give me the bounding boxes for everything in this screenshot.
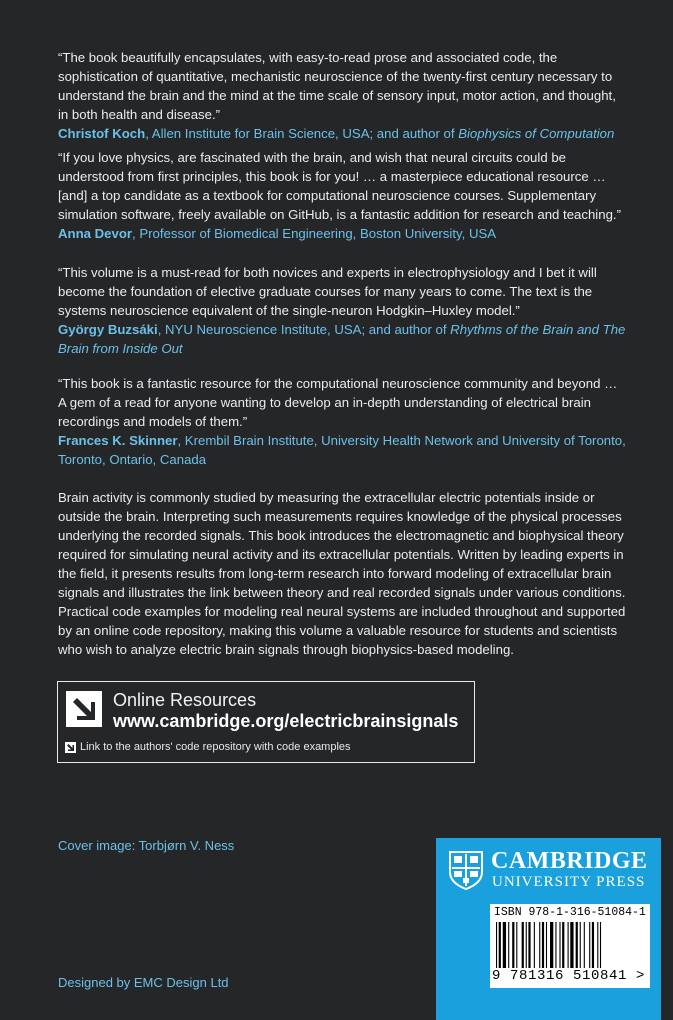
quote-work: Biophysics of Computation [458, 126, 615, 141]
quote-attribution [58, 320, 628, 358]
quote-affiliation: , Professor of Biomedical Engineering, Boston University, USA [132, 226, 497, 241]
publisher-name: CAMBRIDGE [491, 848, 648, 874]
quote-work: Rhythms of the Brain and The Brain from Inside Out [58, 322, 626, 356]
quote-koch [58, 48, 628, 143]
quote-text: “This volume is a must-read for both novices and experts in electrophysiology and I bet it will become the foundation of elective graduate courses for many years to come. The text is the systems neuroscience equivalent of the single-neuron Hodgkin–Huxley model.” [58, 265, 597, 318]
online-resources-title: Online Resources [113, 690, 257, 710]
barcode [490, 904, 650, 988]
isbn-label: ISBN 978-1-316-51084-1 [494, 906, 646, 919]
arrow-down-right-icon [66, 691, 102, 727]
quote-devor [58, 148, 628, 243]
quote-affiliation: , Krembil Brain Institute, University Health Network and University of Toronto, Toronto, Ontario, Canada [58, 433, 626, 467]
quote-author: György Buzsáki [58, 322, 158, 337]
publisher-block [436, 838, 661, 1020]
online-resources-box[interactable] [57, 681, 475, 763]
quote-attribution [58, 431, 628, 469]
quote-affiliation: , NYU Neuroscience Institute, USA; and author of [157, 322, 451, 337]
link-arrow-icon [65, 742, 76, 753]
quote-attribution [58, 224, 628, 243]
quote-text: “This book is a fantastic resource for the computational neuroscience community and beyond … A gem of a read for anyone wanting to develop an in-depth understanding of electrical brain recordings and models of them.” [58, 376, 618, 429]
publisher-press: UNIVERSITY PRESS [492, 874, 646, 890]
quote-text: “If you love physics, are fascinated with the brain, and wish that neural circuits could be understood from first principles, this book is for you! … a masterpiece educational resource … [and] a top candidate as a textbook for computational neuroscience courses. Supplementary simulation software, freely available on GitHub, is a fantastic addition for research and teaching.” [58, 150, 621, 222]
quote-buzsaki [58, 263, 628, 358]
online-resources-url[interactable]: www.cambridge.org/electricbrainsignals [113, 711, 459, 731]
quote-author: Frances K. Skinner [58, 433, 178, 448]
quote-skinner [58, 374, 628, 469]
quote-author: Christof Koch [58, 126, 146, 141]
barcode-bars [494, 922, 644, 968]
book-description: Brain activity is commonly studied by measuring the extracellular electric potentials inside or outside the brain. Interpreting such measurements requires knowledge of the physical processes underlying the recorded signals. This book introduces the electromagnetic and biophysical theory required for simulating neural activity and its extracellular potentials. Written by leading experts in the field, it presents results from long-term research into forward modeling of extracellular brain signals and illustrates the link between theory and real recorded signals under various conditions. Practical code examples for modeling real neural systems are included throughout and supported by an online code repository, making this volume a valuable resource for students and scientists who wish to analyze electric brain signals through biophysics-based modeling. [58, 490, 626, 657]
barcode-digits: 9 781316 510841 > [492, 968, 646, 984]
code-repository-link[interactable]: Link to the authors' code repository with code examples [80, 741, 351, 753]
quote-author: Anna Devor [58, 226, 133, 241]
quote-text: “The book beautifully encapsulates, with easy-to-read prose and associated code, the sophistication of quantitative, mechanistic neuroscience of the twenty-first century necessary to understand the brain and the mind at the time scale of sensory input, motor action, and thought, in both health and disease.” [58, 50, 616, 122]
cover-image-credit: Cover image: Torbjørn V. Ness [58, 838, 235, 853]
quote-affiliation: , Allen Institute for Brain Science, USA; and author of [145, 126, 459, 141]
design-credit: Designed by EMC Design Ltd [58, 975, 229, 990]
quote-attribution [58, 124, 628, 143]
cambridge-crest-icon [448, 850, 484, 890]
